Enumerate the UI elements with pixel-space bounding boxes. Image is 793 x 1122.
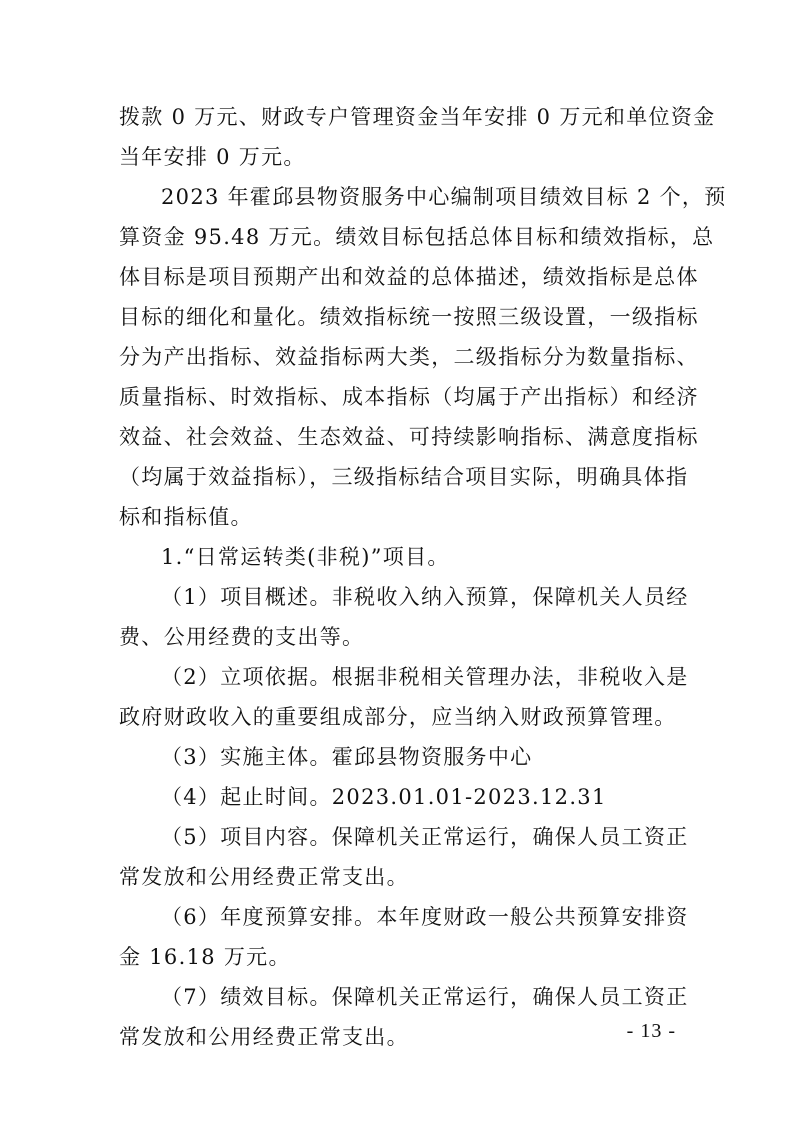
text-line: 1.“日常运转类(非税)”项目。 — [161, 545, 450, 569]
page-number: - 13 - — [626, 1020, 676, 1042]
text-line: （7）绩效目标。保障机关正常运行，确保人员工资正 — [161, 985, 689, 1009]
text-line: （3）实施主体。霍邱县物资服务中心 — [161, 745, 533, 769]
text-line: （1）项目概述。非税收入纳入预算，保障机关人员经 — [161, 585, 689, 609]
text-line: 费、公用经费的支出等。 — [119, 625, 365, 649]
text-line: 2023 年霍邱县物资服务中心编制项目绩效目标 2 个，预 — [161, 185, 727, 209]
text-line: 当年安排 0 万元。 — [119, 145, 306, 169]
text-line: 体目标是项目预期产出和效益的总体描述，绩效指标是总体 — [119, 265, 699, 289]
text-line: （6）年度预算安排。本年度财政一般公共预算安排资 — [161, 905, 689, 929]
text-line: （5）项目内容。保障机关正常运行，确保人员工资正 — [161, 825, 689, 849]
text-line: 算资金 95.48 万元。绩效目标包括总体目标和绩效指标，总 — [119, 225, 715, 249]
text-line: 金 16.18 万元。 — [119, 945, 291, 969]
text-line: 拨款 0 万元、财政专户管理资金当年安排 0 万元和单位资金 — [119, 105, 716, 129]
text-line: （2）立项依据。根据非税相关管理办法，非税收入是 — [161, 665, 689, 689]
text-line: 分为产出指标、效益指标两大类，二级指标分为数量指标、 — [119, 345, 699, 369]
text-line: 质量指标、时效指标、成本指标（均属于产出指标）和经济 — [119, 385, 699, 409]
text-line: 常发放和公用经费正常支出。 — [119, 865, 409, 889]
text-line: 常发放和公用经费正常支出。 — [119, 1025, 409, 1049]
text-line: （均属于效益指标），三级指标结合项目实际，明确具体指 — [119, 465, 689, 489]
text-line: 目标的细化和量化。绩效指标统一按照三级设置，一级指标 — [119, 305, 699, 329]
text-line: （4）起止时间。2023.01.01-2023.12.31 — [161, 785, 607, 809]
text-line: 效益、社会效益、生态效益、可持续影响指标、满意度指标 — [119, 425, 699, 449]
text-line: 政府财政收入的重要组成部分，应当纳入财政预算管理。 — [119, 705, 677, 729]
document-body — [119, 97, 727, 1057]
text-line: 标和指标值。 — [119, 505, 253, 529]
